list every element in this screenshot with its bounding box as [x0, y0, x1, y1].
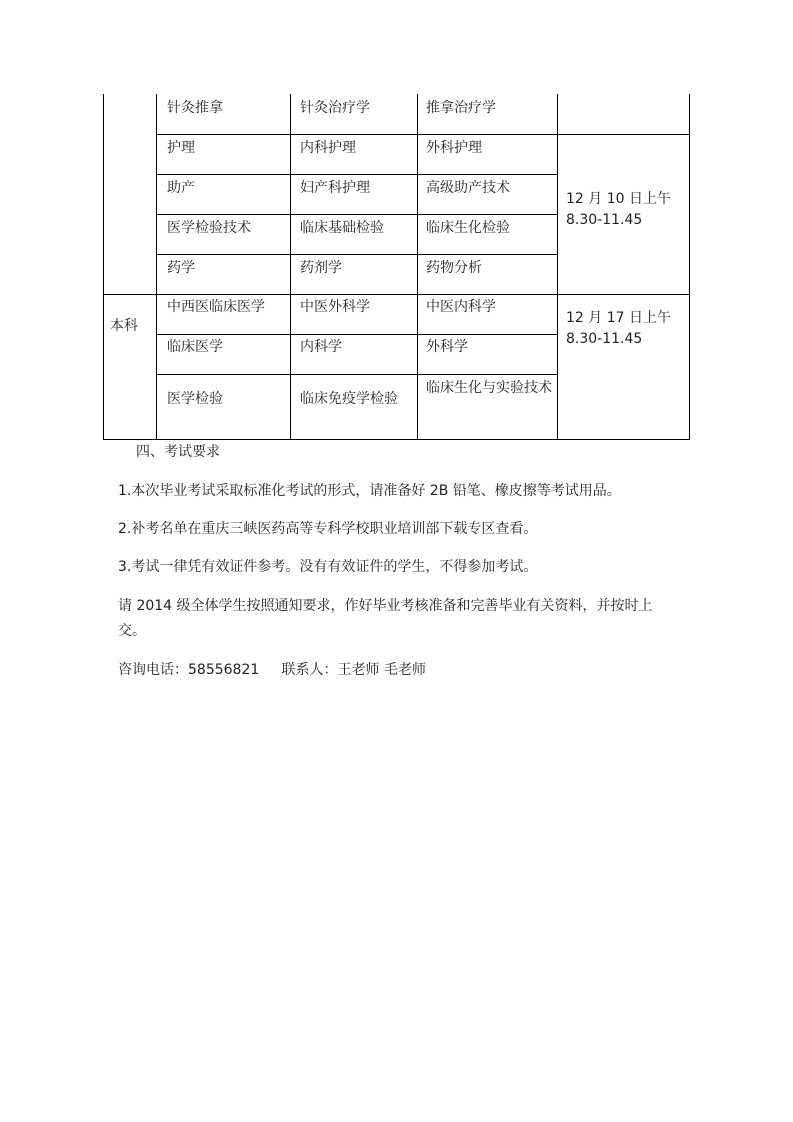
table-cell-major: 护理 — [167, 140, 195, 156]
exam-time-date: 12 月 10 日上午 — [566, 191, 671, 207]
table-row-divider — [156, 334, 558, 335]
table-cell-course: 针灸治疗学 — [300, 100, 370, 116]
table-cell-course: 内科护理 — [300, 140, 356, 156]
table-cell-course: 高级助产技术 — [426, 180, 510, 196]
table-cell-course: 外科学 — [426, 339, 468, 355]
table-cell-course: 临床生化检验 — [426, 220, 510, 236]
table-cell-major: 药学 — [167, 260, 195, 276]
table-row-divider — [156, 134, 690, 135]
exam-time-date: 12 月 17 日上午 — [566, 310, 671, 326]
table-cell-course: 中医内科学 — [426, 299, 496, 315]
table-row-divider — [156, 374, 558, 375]
table-row-divider — [103, 294, 690, 295]
requirement-item: 1.本次毕业考试采取标准化考试的形式，请准备好 2B 铅笔、橡皮擦等考试用品。 — [118, 483, 621, 499]
table-border-left — [103, 94, 104, 440]
table-cell-major: 助产 — [167, 180, 195, 196]
table-col-divider-2 — [290, 94, 291, 440]
table-cell-course: 外科护理 — [426, 140, 482, 156]
table-col-divider-3 — [417, 94, 418, 440]
table-border-bottom — [103, 439, 690, 440]
section-heading: 四、考试要求 — [136, 444, 220, 460]
table-cell-course: 临床生化与实验技术 — [426, 380, 552, 396]
table-cell-major: 医学检验 — [167, 391, 223, 407]
table-cell-course: 妇产科护理 — [300, 180, 370, 196]
table-cell-course: 药剂学 — [300, 260, 342, 276]
requirement-item: 2.补考名单在重庆三峡医药高等专科学校职业培训部下载专区查看。 — [118, 521, 538, 537]
exam-time-hours: 8.30-11.45 — [566, 331, 643, 347]
table-cell-course: 临床免疫学检验 — [300, 391, 398, 407]
exam-schedule-table — [103, 94, 690, 440]
table-cell-major: 临床医学 — [167, 339, 223, 355]
requirement-item: 3.考试一律凭有效证件参考。没有有效证件的学生，不得参加考试。 — [118, 559, 538, 575]
table-border-right — [689, 94, 690, 440]
table-col-divider-1 — [156, 94, 157, 440]
table-cell-course: 推拿治疗学 — [426, 100, 496, 116]
table-cell-course: 中医外科学 — [300, 299, 370, 315]
table-cell-course: 药物分析 — [426, 260, 482, 276]
table-row-divider — [156, 254, 558, 255]
exam-time-hours: 8.30-11.45 — [566, 212, 643, 228]
table-row-divider — [156, 174, 558, 175]
table-cell-course: 内科学 — [300, 339, 342, 355]
table-cell-major: 医学检验技术 — [167, 220, 251, 236]
table-col-divider-4 — [557, 94, 558, 440]
table-cell-course: 临床基础检验 — [300, 220, 384, 236]
contact-line: 咨询电话：58556821 联系人：王老师 毛老师 — [118, 662, 426, 678]
notice-paragraph-line: 请 2014 级全体学生按照通知要求，作好毕业考核准备和完善毕业有关资料，并按时上 — [118, 598, 653, 614]
level-label-benke: 本科 — [110, 318, 138, 334]
notice-paragraph-line: 交。 — [118, 623, 146, 639]
table-cell-major: 中西医临床医学 — [167, 299, 265, 315]
table-row-divider — [156, 214, 558, 215]
table-cell-major: 针灸推拿 — [167, 100, 223, 116]
